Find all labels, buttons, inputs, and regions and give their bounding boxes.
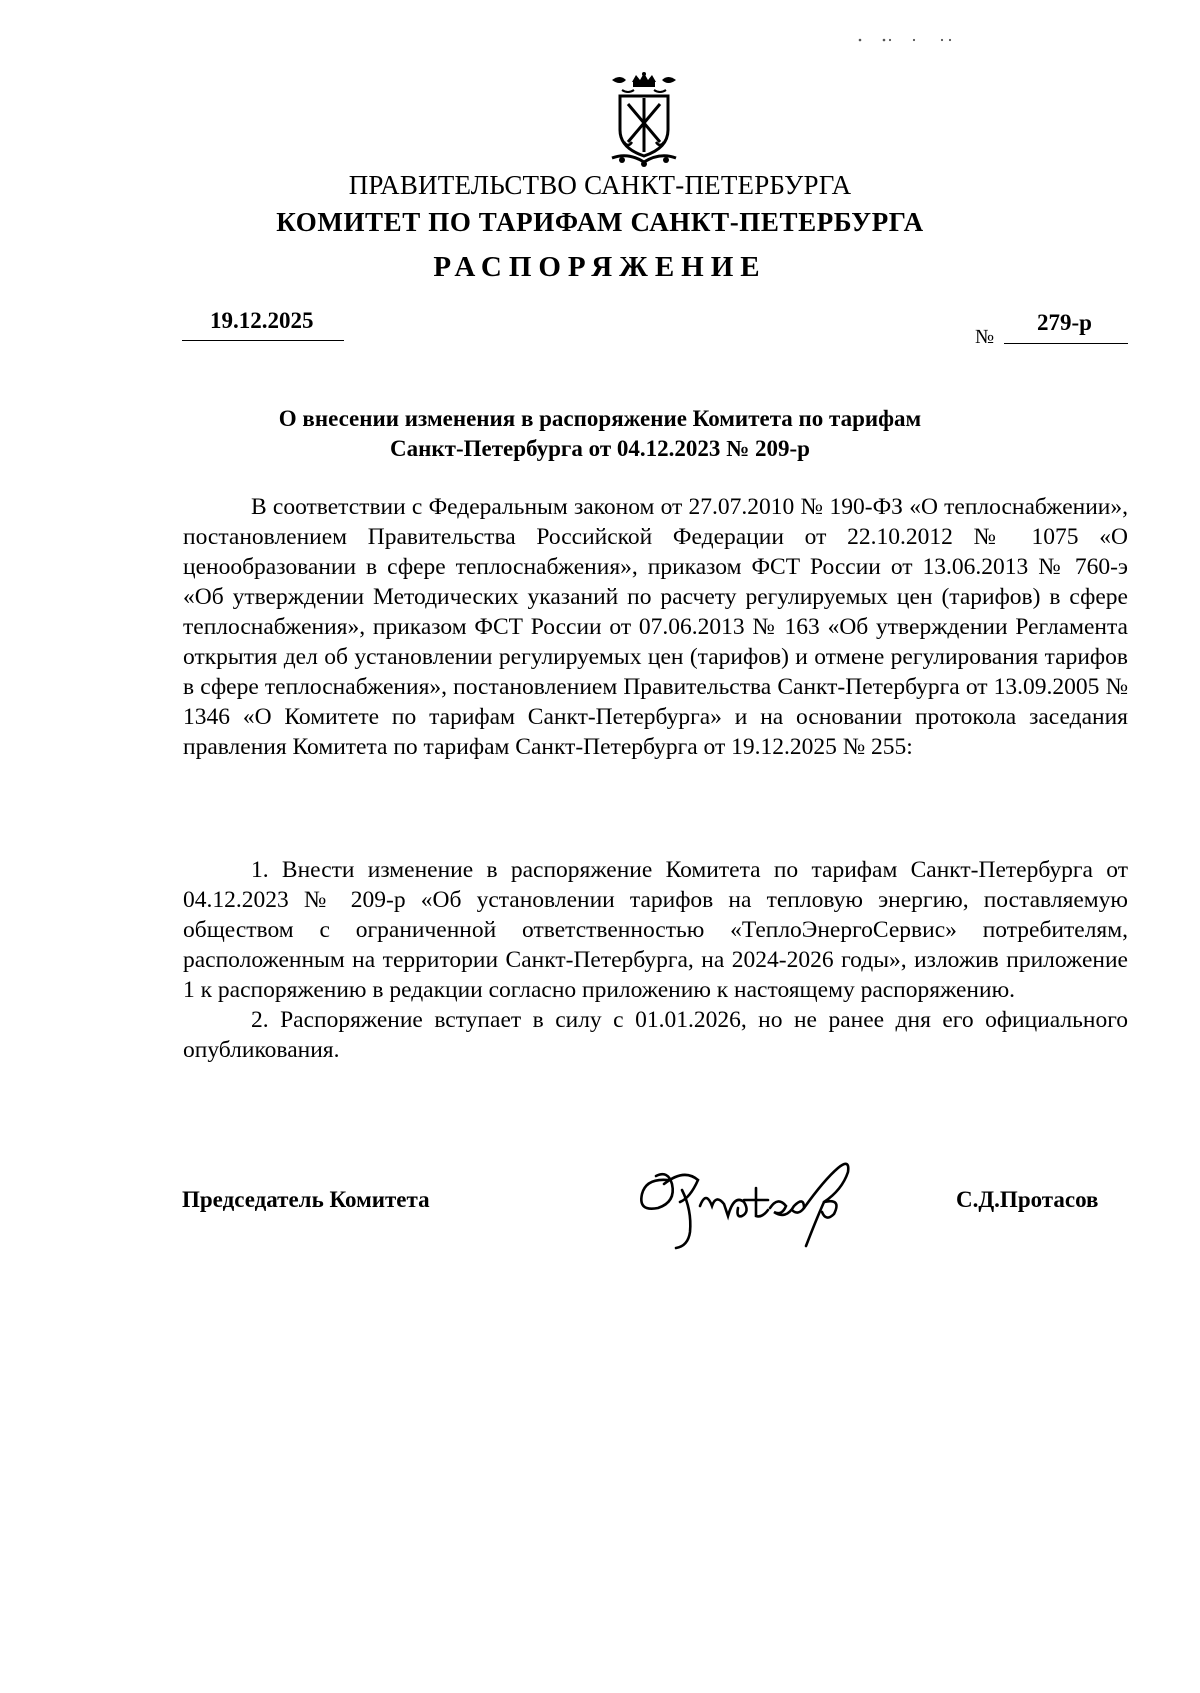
document-type-title: РАСПОРЯЖЕНИЕ xyxy=(433,251,767,283)
government-title: ПРАВИТЕЛЬСТВО САНКТ-ПЕТЕРБУРГА xyxy=(348,170,852,200)
date-underline xyxy=(182,340,344,341)
decision-items xyxy=(183,855,1128,1065)
document-number: 279-р xyxy=(1037,310,1092,335)
preamble-paragraph: В соответствии с Федеральным законом от 27.07.2010 № 190-ФЗ «О теплоснабжении», постановлением Правительства Российской Федерации от 22.10.2012 № 1075 «О ценообразовании в сфере теплоснабжения», приказом ФСТ России от 13.06.2013 № 760-э «Об утверждении Методических указаний по расчету регулируемых цен (тарифов) в сфере теплоснабжения», приказом ФСТ России от 07.06.2013 № 163 «Об утверждении Регламента открытия дел об установлении регулируемых цен (тарифов) и отмене регулирования тарифов в сфере теплоснабжения», постановлением Правительства Санкт-Петербурга от 13.09.2005 № 1346 «О Комитете по тарифам Санкт-Петербурга» и на основании протокола заседания правления Комитета по тарифам Санкт-Петербурга от 19.12.2025 № 255: xyxy=(183,494,1128,760)
handwritten-signature xyxy=(628,1150,888,1260)
signer-name: С.Д.Протасов xyxy=(956,1187,1099,1212)
committee-title: КОМИТЕТ ПО ТАРИФАМ САНКТ-ПЕТЕРБУРГА xyxy=(276,207,924,237)
preamble-block xyxy=(183,492,1128,762)
item-1-paragraph: 1. Внести изменение в распоряжение Комитета по тарифам Санкт-Петербурга от 04.12.2023 № 209-р «Об установлении тарифов на тепловую энергию, поставляемую обществом с ограниченной ответственностью «ТеплоЭнергоСервис» потребителям, расположенным на территории Санкт-Петербурга, на 2024-2026 годы», изложив приложение 1 к распоряжению в редакции согласно приложению к настоящему распоряжению. xyxy=(183,857,1128,1003)
item-2-paragraph: 2. Распоряжение вступает в силу с 01.01.2026, но не ранее дня его официального опубликования. xyxy=(183,1007,1128,1063)
document-subject xyxy=(150,404,1050,464)
number-underline xyxy=(1004,343,1128,344)
number-sign: № xyxy=(975,326,995,348)
coat-of-arms-icon xyxy=(602,72,686,168)
document-date: 19.12.2025 xyxy=(210,308,314,333)
subject-line-1: О внесении изменения в распоряжение Комитета по тарифам xyxy=(278,406,922,431)
scan-artifact-dots xyxy=(856,36,956,44)
subject-line-2: Санкт-Петербурга от 04.12.2023 № 209-р xyxy=(390,436,810,461)
signatory-position: Председатель Комитета xyxy=(182,1187,430,1212)
